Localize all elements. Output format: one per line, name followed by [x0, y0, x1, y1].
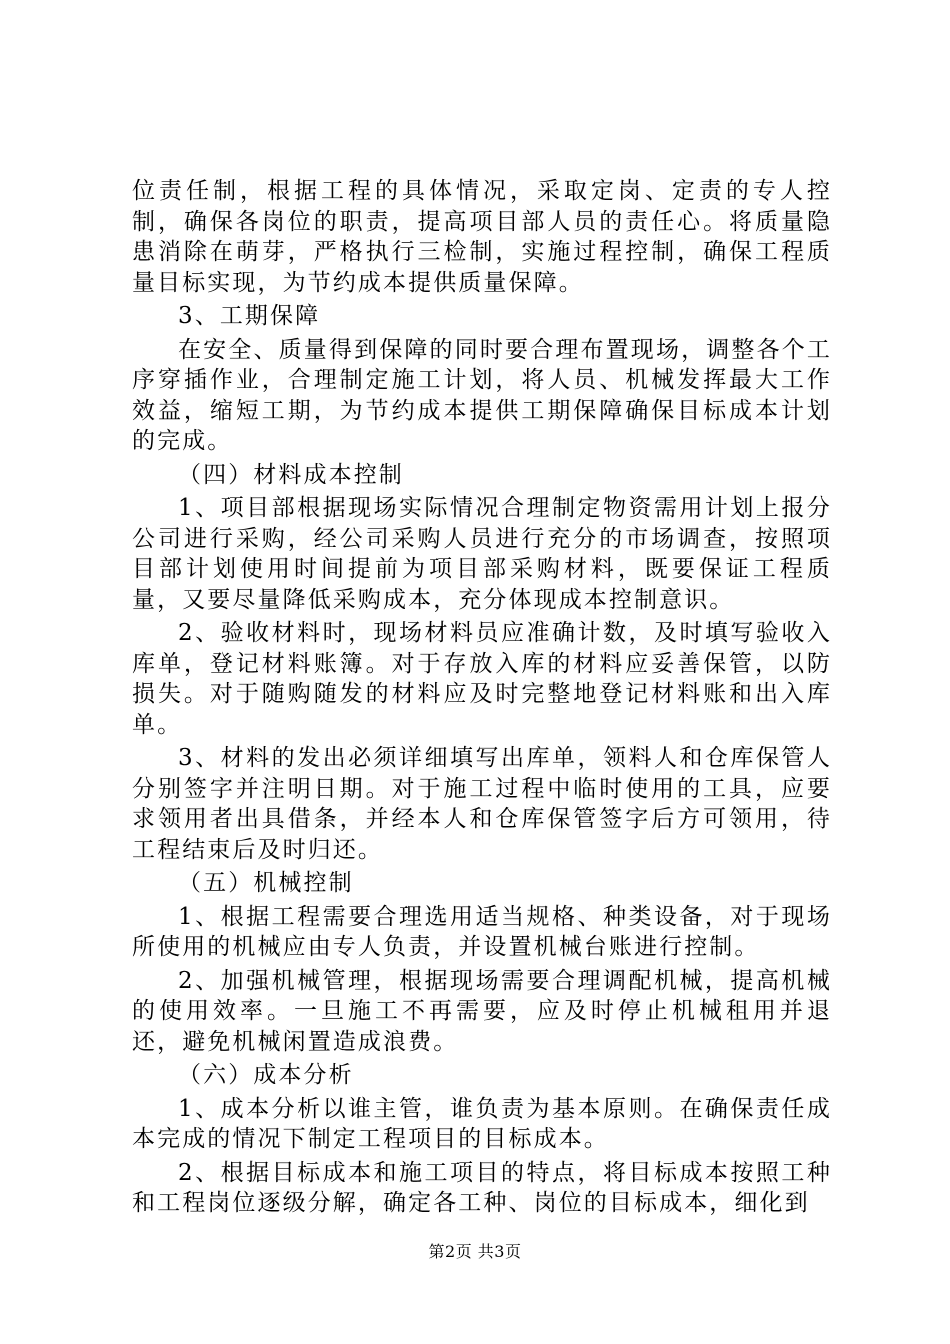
heading-material-cost-control: （四）材料成本控制 [178, 461, 404, 488]
paragraph-material-2: 2、验收材料时，现场材料员应准确计数，及时填写验收入库单，登记材料账簿。对于存放入库的材料应妥善保管，以防损失。对于随购随发的材料应及时完整地登记材料账和出入库单。 [132, 620, 832, 738]
paragraph-material-1: 1、项目部根据现场实际情况合理制定物资需用计划上报分公司进行采购，经公司采购人员进行充分的市场调查，按照项目部计划使用时间提前为项目部采购材料，既要保证工程质量，又要尽量降低采购成本，充分体现成本控制意识。 [132, 495, 832, 613]
page-footer [0, 1242, 950, 1262]
paragraph-cost-analysis-1: 1、成本分析以谁主管，谁负责为基本原则。在确保责任成本完成的情况下制定工程项目的目标成本。 [132, 1095, 832, 1152]
paragraph-cost-analysis-2: 2、根据目标成本和施工项目的特点，将目标成本按照工种和工程岗位逐级分解，确定各工种、岗位的目标成本，细化到 [132, 1159, 832, 1216]
page-number-label: 第2页 共3页 [428, 1242, 522, 1261]
heading-schedule-guarantee: 3、工期保障 [178, 303, 321, 329]
heading-machinery-control: （五）机械控制 [178, 870, 354, 896]
paragraph-material-3: 3、材料的发出必须详细填写出库单，领料人和仓库保管人分别签字并注明日期。对于施工过程中临时使用的工具，应要求领用者出具借条，并经本人和仓库保管签字后方可领用，待工程结束后及时归还。 [132, 745, 832, 863]
paragraph-schedule: 在安全、质量得到保障的同时要合理布置现场，调整各个工序穿插作业，合理制定施工计划，将人员、机械发挥最大工作效益，缩短工期，为节约成本提供工期保障确保目标成本计划的完成。 [132, 336, 832, 454]
paragraph-machinery-2: 2、加强机械管理，根据现场需要合理调配机械，提高机械的使用效率。一旦施工不再需要，应及时停止机械租用并退还，避免机械闲置造成浪费。 [132, 967, 832, 1055]
document-body [132, 176, 832, 1219]
paragraph-machinery-1: 1、根据工程需要合理选用适当规格、种类设备，对于现场所使用的机械应由专人负责，并设置机械台账进行控制。 [132, 903, 832, 960]
paragraph-responsibility-continued: 位责任制，根据工程的具体情况，采取定岗、定责的专人控制，确保各岗位的职责，提高项目部人员的责任心。将质量隐患消除在萌芽，严格执行三检制，实施过程控制，确保工程质量目标实现，为节约成本提供质量保障。 [132, 178, 832, 296]
heading-cost-analysis: （六）成本分析 [178, 1062, 354, 1088]
